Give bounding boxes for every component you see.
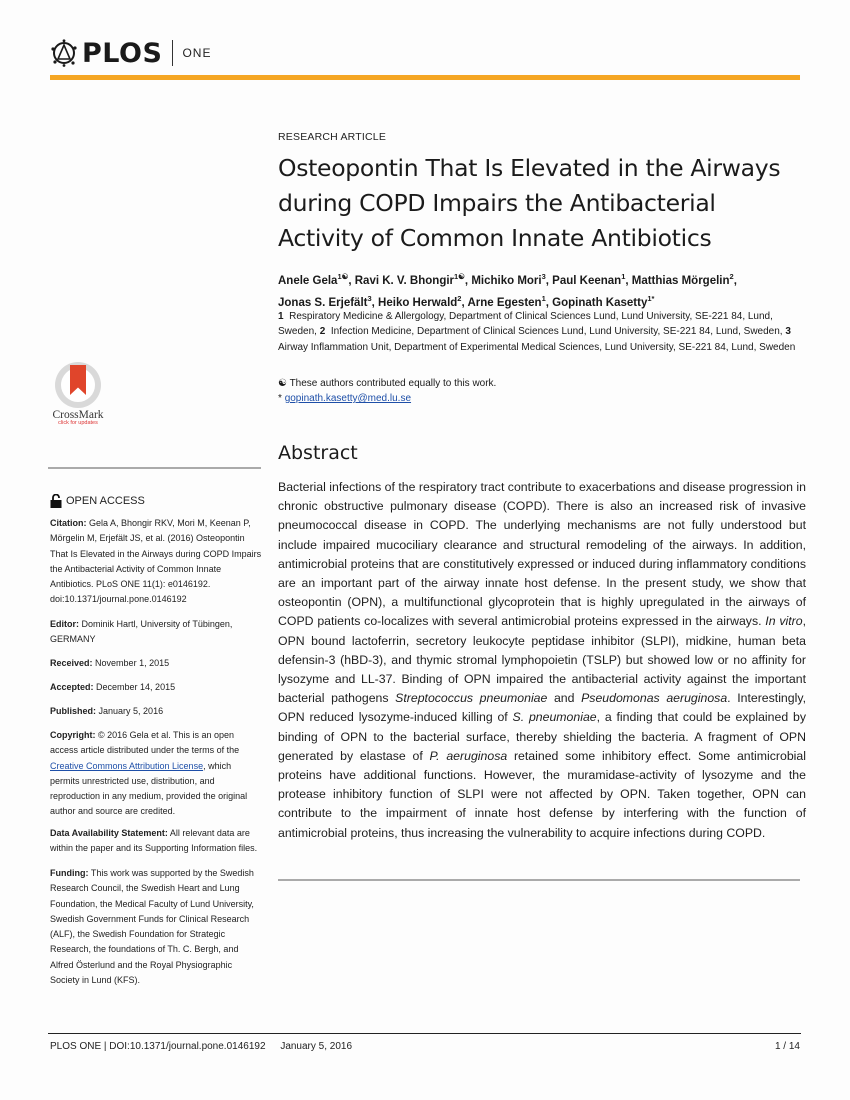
- author[interactable]: Arne Egesten$^1$: [467, 293, 546, 309]
- copyright-text: © 2016 Gela et al. This is an open access article distributed under the terms of the: [50, 730, 240, 756]
- open-access-badge: [50, 494, 145, 508]
- article-type: RESEARCH ARTICLE: [278, 131, 387, 143]
- abstract-italic-term: P. aeruginosa: [429, 748, 508, 763]
- journal-sub-text: ONE: [182, 46, 212, 60]
- cc-license-link[interactable]: Creative Commons Attribution License: [50, 760, 204, 771]
- citation-label: Citation:: [50, 518, 87, 528]
- title-line: Activity of Common Innate Antibiotics: [278, 224, 712, 252]
- page-number: 1 / 14: [774, 1041, 800, 1052]
- published-label: Published:: [50, 706, 97, 716]
- abstract-text: , a finding that could be explained by binding of OPN to the bacterial surface, thereby shielding the bacteria. A fragment of OPN generated by elastase of: [278, 710, 806, 763]
- corresponding-author: * gopinath.kasetty@med.lu.se: [278, 393, 412, 404]
- received-date: November 1, 2015: [95, 658, 170, 668]
- author[interactable]: Gopinath Kasetty$^{1*}$: [552, 293, 655, 309]
- accepted-block: [50, 680, 263, 695]
- footer-divider: [48, 1033, 801, 1034]
- funding-label: Funding:: [50, 868, 89, 878]
- copyright-label: Copyright:: [50, 730, 96, 740]
- data-availability-block: [50, 826, 263, 857]
- plos-globe-icon: [50, 39, 78, 67]
- author[interactable]: Paul Keenan$^1$: [552, 272, 626, 287]
- author[interactable]: Ravi K. V. Bhongir$^{1☯}$: [354, 272, 465, 287]
- abstract-text: . Interestingly, OPN reduced lysozyme-induced killing of: [278, 691, 806, 725]
- author-list: Anele Gela$^{1☯}$, Ravi K. V. Bhongir$^{1☯}$, Michiko Mori$^3$, Paul Keenan$^1$, Matthias Mörgelin$^2$, Jonas S. Erjefält$^3$, Heiko Herwald$^2$, Arne Egesten$^1$, Gopinath Kasetty$^{1*}$: [278, 272, 737, 309]
- open-lock-icon: [50, 494, 62, 508]
- title-line: Osteopontin That Is Elevated in the Airways: [278, 154, 781, 182]
- footer-date: January 5, 2016: [280, 1041, 353, 1052]
- citation-text: Gela A, Bhongir RKV, Mori M, Keenan P, Mörgelin M, Erjefält JS, et al. (2016) Osteopontin That Is Elevated in the Airways during COPD Impairs the Antibacterial Activity of Common Innate Antibiotics. PLoS ONE 11(1): e0146192. doi:10.1371/journal.pone.0146192: [50, 518, 262, 605]
- affiliations: 1 Respiratory Medicine & Allergology, Department of Clinical Sciences Lund, Lund University, SE-221 84, Lund, Sweden, 2 Infection Medicine, Department of Clinical Sciences Lund, Lund University, SE-221 84, Lund, Sweden, 3 Airway Inflammation Unit, Department of Experimental Medical Sciences, Lund University, SE-221 84, Lund, Sweden: [278, 311, 796, 353]
- abstract-text: Bacterial infections of the respiratory tract contribute to exacerbations and disease progression in chronic obstructive pulmonary disease (COPD). There is also an increased risk of invasive pneumococcal disease in COPD. The underlying mechanisms are not fully understood but include impaired mucociliary clearance and structural remodeling of the airways. In addition, antimicrobial proteins that are constitutively expressed or induced during inflammatory conditions are an important part of the airway innate host defense. In the present study, we show that osteopontin (OPN), a multifunctional glycoprotein that is highly upregulated in the airways of COPD patients co-localizes with several antimicrobial proteins expressed in the airways.: [278, 480, 806, 629]
- abstract-italic-term: Streptococcus pneumoniae: [395, 691, 548, 706]
- accepted-label: Accepted:: [50, 682, 94, 692]
- plos-one-logo[interactable]: [50, 36, 211, 70]
- published-block: [50, 704, 263, 719]
- data-availability-text: All relevant data are within the paper and its Supporting Information files.: [50, 828, 258, 854]
- abstract-body: [278, 478, 806, 843]
- abstract-text: retained some inhibitory effect. Some antimicrobial proteins have additional functions. However, the muramidase-activity of lysozyme and the protease inhibitory function of SLPI were not affected by OPN. Taken together, OPN can contribute to the impairment of innate host defense by interfering with the function of antimicrobial proteins, thus increasing the vulnerability to acquire infections during COPD.: [278, 748, 806, 840]
- accepted-date: December 14, 2015: [96, 682, 176, 692]
- equal-contribution-note: ☯ These authors contributed equally to this work.: [278, 378, 497, 389]
- funding-text: This work was supported by the Swedish Research Council, the Swedish Heart and Lung Foundation, the Medical Faculty of Lund University, Swedish Government Funds for Clinical Research (ALF), the Swedish Foundation for Strategic Research, the foundations of Th. C. Bergh, and Alfred Österlund and the Royal Physiographic Society in Lund (KFS).: [50, 868, 254, 986]
- author[interactable]: Heiko Herwald$^2$: [378, 293, 462, 309]
- abstract-text: , OPN bound lactoferrin, secretory leukocyte peptidase inhibitor (SLPI), midkine, human beta defensin-3 (hBD-3), and thymic stromal lymphopoietin (TSLP) but showed low or no affinity for lysozyme and LL-37. Binding of OPN impaired the antibacterial activity against the important bacterial pathogens: [278, 614, 806, 706]
- editor-block: [50, 617, 263, 648]
- abstract-divider: [278, 879, 800, 881]
- received-label: Received:: [50, 658, 93, 668]
- author[interactable]: Matthias Mörgelin$^2$: [631, 272, 734, 287]
- author[interactable]: Jonas S. Erjefält$^3$: [278, 293, 372, 309]
- footer-citation: [50, 1041, 352, 1052]
- data-availability-label: Data Availability Statement:: [50, 828, 168, 838]
- editor-label: Editor:: [50, 619, 79, 629]
- crossmark-label: CrossMark: [52, 409, 104, 421]
- journal-logo-text: PLOS: [82, 37, 163, 69]
- crossmark-icon: [55, 362, 101, 408]
- editor-text: Dominik Hartl, University of Tübingen, GERMANY: [50, 619, 233, 645]
- logo-divider: [172, 40, 173, 66]
- abstract-italic-term: Pseudomonas aeruginosa: [581, 691, 728, 706]
- author[interactable]: Anele Gela$^{1☯}$: [278, 272, 349, 287]
- open-access-label: OPEN ACCESS: [66, 495, 145, 507]
- abstract-heading: Abstract: [278, 442, 358, 464]
- abstract-italic-term: In vitro: [765, 614, 803, 629]
- affiliation: Respiratory Medicine & Allergology, Department of Clinical Sciences Lund, Lund University, SE-221 84, Lund, Sweden,: [278, 311, 773, 338]
- crossmark-sublabel: click for updates: [58, 420, 98, 426]
- abstract-italic-term: S. pneumoniae: [512, 710, 597, 725]
- corresponding-email-link[interactable]: gopinath.kasetty@med.lu.se: [284, 393, 412, 404]
- crossmark-button[interactable]: [48, 362, 108, 426]
- header-accent-bar: [50, 75, 800, 80]
- published-date: January 5, 2016: [98, 706, 164, 716]
- received-block: [50, 656, 263, 671]
- footer-journal-doi: PLOS ONE | DOI:10.1371/journal.pone.0146192: [50, 1041, 266, 1052]
- title-line: during COPD Impairs the Antibacterial: [278, 189, 716, 217]
- citation-block: [50, 516, 263, 608]
- affiliation: Infection Medicine, Department of Clinical Sciences Lund, Lund University, SE-221 84, Lund, Sweden,: [330, 326, 783, 338]
- article-title: [278, 151, 808, 256]
- copyright-text-end: , which permits unrestricted use, distribution, and reproduction in any medium, provided the original author and source are credited.: [50, 760, 248, 817]
- affiliation: Airway Inflammation Unit, Department of Experimental Medical Sciences, Lund University, SE-221 84, Lund, Sweden: [278, 341, 796, 353]
- author[interactable]: Michiko Mori$^3$: [471, 272, 546, 287]
- funding-block: [50, 866, 263, 988]
- sidebar-divider: [48, 467, 261, 469]
- copyright-block: [50, 728, 263, 820]
- abstract-text: and: [547, 691, 582, 706]
